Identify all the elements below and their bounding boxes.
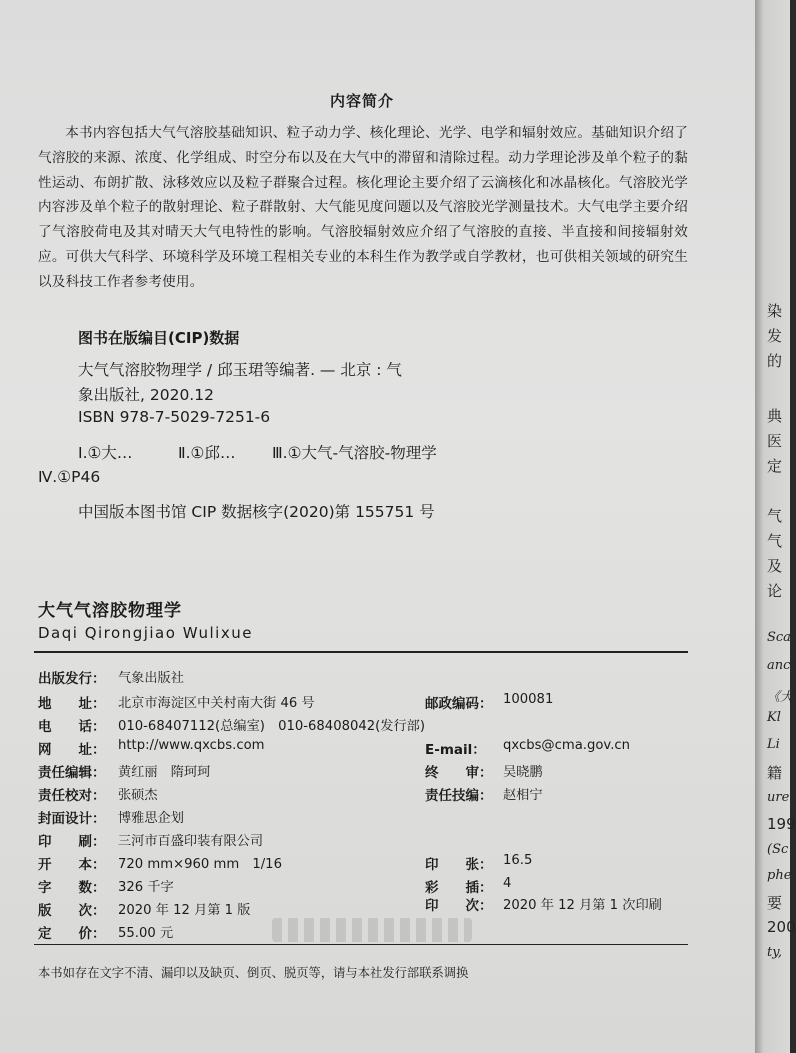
email-value: qxcbs@cma.gov.cn bbox=[503, 738, 631, 753]
book-title: 大气气溶胶物理学 bbox=[38, 601, 182, 621]
print-label: 印 刷： bbox=[38, 834, 106, 850]
cip-line-1: 大气气溶胶物理学 / 邱玉珺等编著. — 北京 : 气 bbox=[78, 361, 402, 379]
cip-line-2: 象出版社, 2020.12 bbox=[78, 386, 214, 404]
proofread-label: 责任校对： bbox=[38, 788, 106, 804]
adjacent-page-fragment: 199 bbox=[767, 815, 796, 833]
proofread-value: 张硕杰 bbox=[118, 788, 158, 803]
sheets-value: 16.5 bbox=[503, 853, 533, 868]
phone-value: 010-68407112(总编室) 010-68408042(发行部) bbox=[118, 719, 425, 734]
printing-value: 2020 年 12 月第 1 次印刷 bbox=[503, 898, 662, 913]
divider-bottom bbox=[34, 944, 688, 945]
adjacent-page-fragment: 论 bbox=[767, 582, 783, 600]
price-label: 定 价： bbox=[38, 926, 106, 942]
book-pinyin: Daqi Qirongjiao Wulixue bbox=[38, 624, 253, 642]
adjacent-page-fragment: 发 bbox=[767, 327, 783, 345]
adjacent-page-fragment: 医 bbox=[767, 432, 783, 450]
sheets-label: 印 张： bbox=[425, 857, 493, 873]
adjacent-page-fragment: 及 bbox=[767, 557, 783, 575]
adjacent-page-fragment: ure bbox=[767, 790, 790, 805]
summary-body: 本书内容包括大气气溶胶基础知识、粒子动力学、核化理论、光学、电学和辐射效应。基础知识介绍了气溶胶的来源、浓度、化学组成、时空分布以及在大气中的滞留和清除过程。动力学理论涉及单个粒子的黏性运动、布朗扩散、泳移效应以及粒子群聚合过程。核化理论主要介绍了云滴核化和冰晶核化。气溶胶光学内容涉及单个粒子的散射理论、粒子群散射、大气能见度问题以及气溶胶光学测量技术。大气电学主要介绍了气溶胶荷电及其对晴天大气电特性的影响。气溶胶辐射效应介绍了气溶胶的直接、半直接和间接辐射效应。可供大气科学、环境科学及环境工程相关专业的本科生作为教学或自学教材，也可供相关领域的研究生以及科技工作者参考使用。 bbox=[38, 125, 688, 290]
cip-class-2: Ⅱ.①邱… bbox=[178, 444, 236, 462]
adjacent-page-fragment: phe bbox=[767, 868, 792, 883]
cip-isbn: ISBN 978-7-5029-7251-6 bbox=[78, 408, 271, 426]
tech-value: 赵相宁 bbox=[503, 788, 543, 803]
editor-label: 责任编辑： bbox=[38, 765, 106, 781]
footer-note: 本书如存在文字不清、漏印以及缺页、倒页、脱页等，请与本社发行部联系调换 bbox=[38, 966, 469, 980]
adjacent-page-fragment: 要 bbox=[767, 894, 783, 912]
web-label: 网 址： bbox=[38, 742, 106, 758]
plates-label: 彩 插： bbox=[425, 880, 493, 896]
cip-class-4: Ⅳ.①P46 bbox=[38, 468, 101, 486]
adjacent-page-fragment: (Sc bbox=[767, 842, 789, 857]
address-value: 北京市海淀区中关村南大街 46 号 bbox=[118, 696, 315, 711]
email-label: E-mail： bbox=[425, 742, 486, 758]
adjacent-page-fragment: 气 bbox=[767, 507, 783, 525]
cover-label: 封面设计： bbox=[38, 811, 106, 827]
cip-class-3: Ⅲ.①大气-气溶胶-物理学 bbox=[272, 444, 437, 462]
web-value: http://www.qxcbs.com bbox=[118, 738, 265, 753]
divider-top bbox=[34, 651, 688, 653]
words-label: 字 数： bbox=[38, 880, 106, 896]
phone-label: 电 话： bbox=[38, 719, 106, 735]
publisher-label: 出版发行： bbox=[38, 671, 106, 687]
edition-label: 版 次： bbox=[38, 903, 106, 919]
adjacent-page-fragment: 染 bbox=[767, 302, 783, 320]
edition-value: 2020 年 12 月第 1 版 bbox=[118, 903, 251, 918]
editor-value: 黄红丽 隋珂珂 bbox=[118, 765, 211, 780]
adjacent-page-fragment: 《大 bbox=[767, 690, 794, 705]
plates-value: 4 bbox=[503, 876, 512, 891]
showthrough-stamp bbox=[272, 918, 472, 942]
adjacent-page-fragment: anc bbox=[767, 658, 791, 673]
cip-heading: 图书在版编目(CIP)数据 bbox=[78, 329, 240, 347]
postcode-value: 100081 bbox=[503, 692, 554, 707]
price-value: 55.00 元 bbox=[118, 926, 174, 941]
adjacent-page bbox=[755, 0, 796, 1053]
cip-verify: 中国版本图书馆 CIP 数据核字(2020)第 155751 号 bbox=[78, 503, 435, 521]
final-review-label: 终 审： bbox=[425, 765, 493, 781]
print-value: 三河市百盛印装有限公司 bbox=[118, 834, 264, 849]
adjacent-page-fragment: 气 bbox=[767, 532, 783, 550]
adjacent-page-fragment: Sca bbox=[767, 630, 791, 645]
adjacent-page-fragment: 籍 bbox=[767, 764, 783, 782]
cip-class-1: Ⅰ.①大… bbox=[78, 444, 133, 462]
tech-label: 责任技编： bbox=[425, 788, 493, 804]
postcode-label: 邮政编码： bbox=[425, 696, 493, 712]
printing-label: 印 次： bbox=[425, 898, 493, 914]
final-review-value: 吴晓鹏 bbox=[503, 765, 543, 780]
summary-title: 内容简介 bbox=[330, 92, 395, 110]
words-value: 326 千字 bbox=[118, 880, 174, 895]
adjacent-page-fragment: 定 bbox=[767, 457, 783, 475]
format-value: 720 mm×960 mm 1/16 bbox=[118, 857, 282, 872]
adjacent-page-fragment: Li bbox=[767, 737, 780, 752]
publisher-value: 气象出版社 bbox=[118, 671, 184, 686]
address-label: 地 址： bbox=[38, 696, 106, 712]
cover-value: 博雅思企划 bbox=[118, 811, 184, 826]
format-label: 开 本： bbox=[38, 857, 106, 873]
adjacent-page-fragment: 的 bbox=[767, 352, 783, 370]
adjacent-page-fragment: 200 bbox=[767, 918, 796, 936]
adjacent-page-fragment: ty, bbox=[767, 945, 782, 960]
adjacent-page-fragment: 典 bbox=[767, 407, 783, 425]
adjacent-page-fragment: Kl bbox=[767, 710, 781, 725]
